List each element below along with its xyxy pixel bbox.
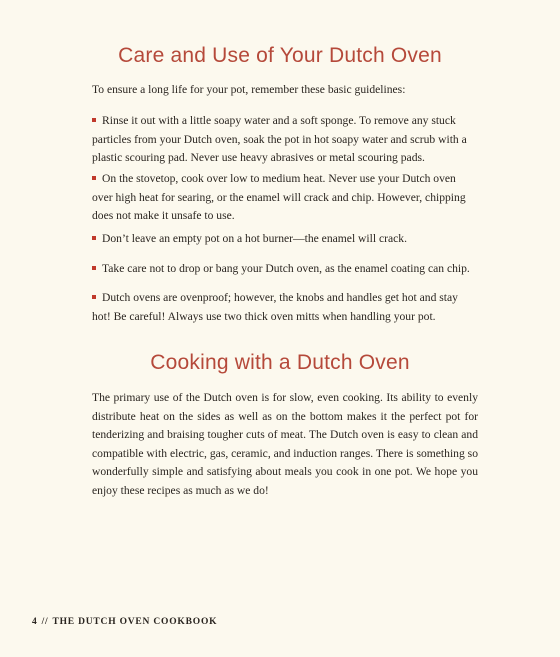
- section-title-care: Care and Use of Your Dutch Oven: [118, 44, 442, 67]
- footer-separator: //: [41, 617, 49, 627]
- page-number: 4: [32, 617, 38, 627]
- section-title-cooking: Cooking with a Dutch Oven: [150, 351, 410, 374]
- cooking-paragraph: The primary use of the Dutch oven is for slow, even cooking. Its ability to evenly distribute heat on the sides as well as on the bottom makes it the perfect pot for tenderizing and braising tougher cuts of meat. The Dutch oven is easy to clean and compatible with electric, gas, ceramic, and induction ranges. There is something so wonderfully simple and satisfying about meals you cook in one pot. We hope you enjoy these recipes as much as we do!: [92, 391, 478, 497]
- guideline-item: On the stovetop, cook over low to medium heat. Never use your Dutch oven over high heat for searing, or the enamel will crack and chip. However, chipping does not make it unsafe to use.: [92, 170, 478, 226]
- page-footer: [32, 617, 217, 627]
- guideline-item: Take care not to drop or bang your Dutch oven, as the enamel coating can chip.: [92, 260, 478, 279]
- book-title: THE DUTCH OVEN COOKBOOK: [52, 617, 218, 627]
- guideline-item: Dutch ovens are ovenproof; however, the knobs and handles get hot and stay hot! Be careful! Always use two thick oven mitts when handling your pot.: [92, 289, 478, 326]
- intro-paragraph: To ensure a long life for your pot, remember these basic guidelines:: [92, 83, 406, 96]
- guideline-item: Rinse it out with a little soapy water and a soft sponge. To remove any stuck particles from your Dutch oven, soak the pot in hot soapy water and scrub with a plastic scouring pad. Never use heavy abrasives or metal scouring pads.: [92, 112, 478, 168]
- guideline-item: Don’t leave an empty pot on a hot burner—the enamel will crack.: [92, 230, 478, 249]
